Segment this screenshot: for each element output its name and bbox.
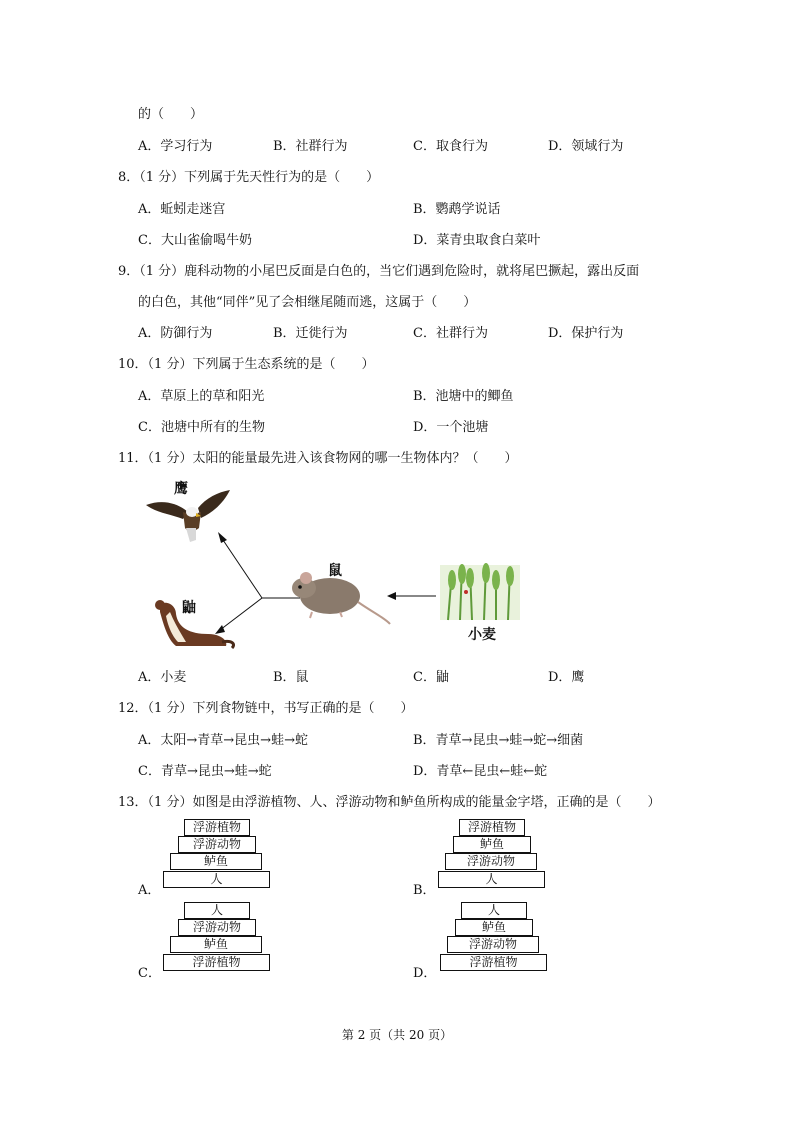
q11-option-c: C．鼬 <box>413 670 449 685</box>
pyramid-a-letter: A． <box>138 883 161 898</box>
pyramid-level: 浮游植物 <box>459 819 525 836</box>
q12-option-a: A．太阳→青草→昆虫→蛙→蛇 <box>138 733 308 748</box>
pyramid-level: 鲈鱼 <box>170 936 262 953</box>
q11-stem: 11．（1 分）太阳的能量最先进入该食物网的哪一生物体内？（ ） <box>118 451 518 466</box>
q10-option-b: B．池塘中的鲫鱼 <box>413 389 514 404</box>
pyramid-level: 鲈鱼 <box>455 919 533 936</box>
q9-option-c: C．社群行为 <box>413 326 488 341</box>
pyramid-level: 人 <box>184 902 250 919</box>
q8-stem: 8．（1 分）下列属于先天性行为的是（ ） <box>118 170 380 185</box>
wheat-icon <box>440 563 520 620</box>
q13-stem: 13．（1 分）如图是由浮游植物、人、浮游动物和鲈鱼所构成的能量金字塔，正确的是（ ） <box>118 795 661 810</box>
mouse-label: 鼠 <box>328 563 342 579</box>
pyramid-level: 鲈鱼 <box>170 853 262 870</box>
q11-option-a: A．小麦 <box>138 670 187 685</box>
pyramid-b-letter: B． <box>413 883 436 898</box>
pyramid-level: 人 <box>163 871 270 888</box>
q12-option-d: D．青草←昆虫←蛙←蛇 <box>413 764 548 779</box>
q8-option-d: D．菜青虫取食白菜叶 <box>413 233 541 248</box>
q7-stem-continuation: 的（ ） <box>138 107 204 122</box>
pyramid-level: 浮游动物 <box>445 853 537 870</box>
q9-option-d: D．保护行为 <box>548 326 624 341</box>
q9-option-a: A．防御行为 <box>138 326 213 341</box>
page-footer: 第 2 页（共 20 页） <box>341 1028 453 1042</box>
q8-option-a: A．蚯蚓走迷宫 <box>138 202 226 217</box>
q7-option-a: A．学习行为 <box>138 139 213 154</box>
pyramid-level: 人 <box>461 902 527 919</box>
q9-option-b: B．迁徙行为 <box>273 326 348 341</box>
weasel-label: 鼬 <box>182 600 196 616</box>
q9-stem-line1: 9．（1 分）鹿科动物的小尾巴反面是白色的，当它们遇到危险时，就将尾巴撅起，露出反面 <box>118 264 640 279</box>
q10-option-d: D．一个池塘 <box>413 420 489 435</box>
pyramid-level: 浮游植物 <box>163 954 270 971</box>
q12-stem: 12．（1 分）下列食物链中，书写正确的是（ ） <box>118 701 414 716</box>
q12-option-b: B．青草→昆虫→蛙→蛇→细菌 <box>413 733 584 748</box>
pyramid-level: 浮游动物 <box>178 836 256 853</box>
q9-stem-line2: 的白色，其他“同伴”见了会相继尾随而逃，这属于（ ） <box>138 295 477 310</box>
pyramid-level: 浮游动物 <box>447 936 539 953</box>
q12-option-c: C．青草→昆虫→蛙→蛇 <box>138 764 272 779</box>
q10-stem: 10．（1 分）下列属于生态系统的是（ ） <box>118 357 375 372</box>
pyramid-level: 鲈鱼 <box>453 836 531 853</box>
q7-option-d: D．领域行为 <box>548 139 624 154</box>
pyramid-d-letter: D． <box>413 966 437 981</box>
eagle-icon <box>146 490 230 542</box>
q10-option-a: A．草原上的草和阳光 <box>138 389 265 404</box>
q11-option-d: D．鹰 <box>548 670 585 685</box>
wheat-label: 小麦 <box>468 627 496 643</box>
eagle-label: 鹰 <box>174 481 188 497</box>
pyramid-level: 浮游植物 <box>184 819 250 836</box>
pyramid-level: 人 <box>438 871 545 888</box>
q11-option-b: B．鼠 <box>273 670 309 685</box>
q7-option-b: B．社群行为 <box>273 139 348 154</box>
pyramid-c-letter: C． <box>138 966 161 981</box>
q8-option-b: B．鹦鹉学说话 <box>413 202 501 217</box>
pyramid-level: 浮游动物 <box>178 919 256 936</box>
q10-option-c: C．池塘中所有的生物 <box>138 420 265 435</box>
pyramid-level: 浮游植物 <box>440 954 547 971</box>
q7-option-c: C．取食行为 <box>413 139 488 154</box>
q8-option-c: C．大山雀偷喝牛奶 <box>138 233 252 248</box>
